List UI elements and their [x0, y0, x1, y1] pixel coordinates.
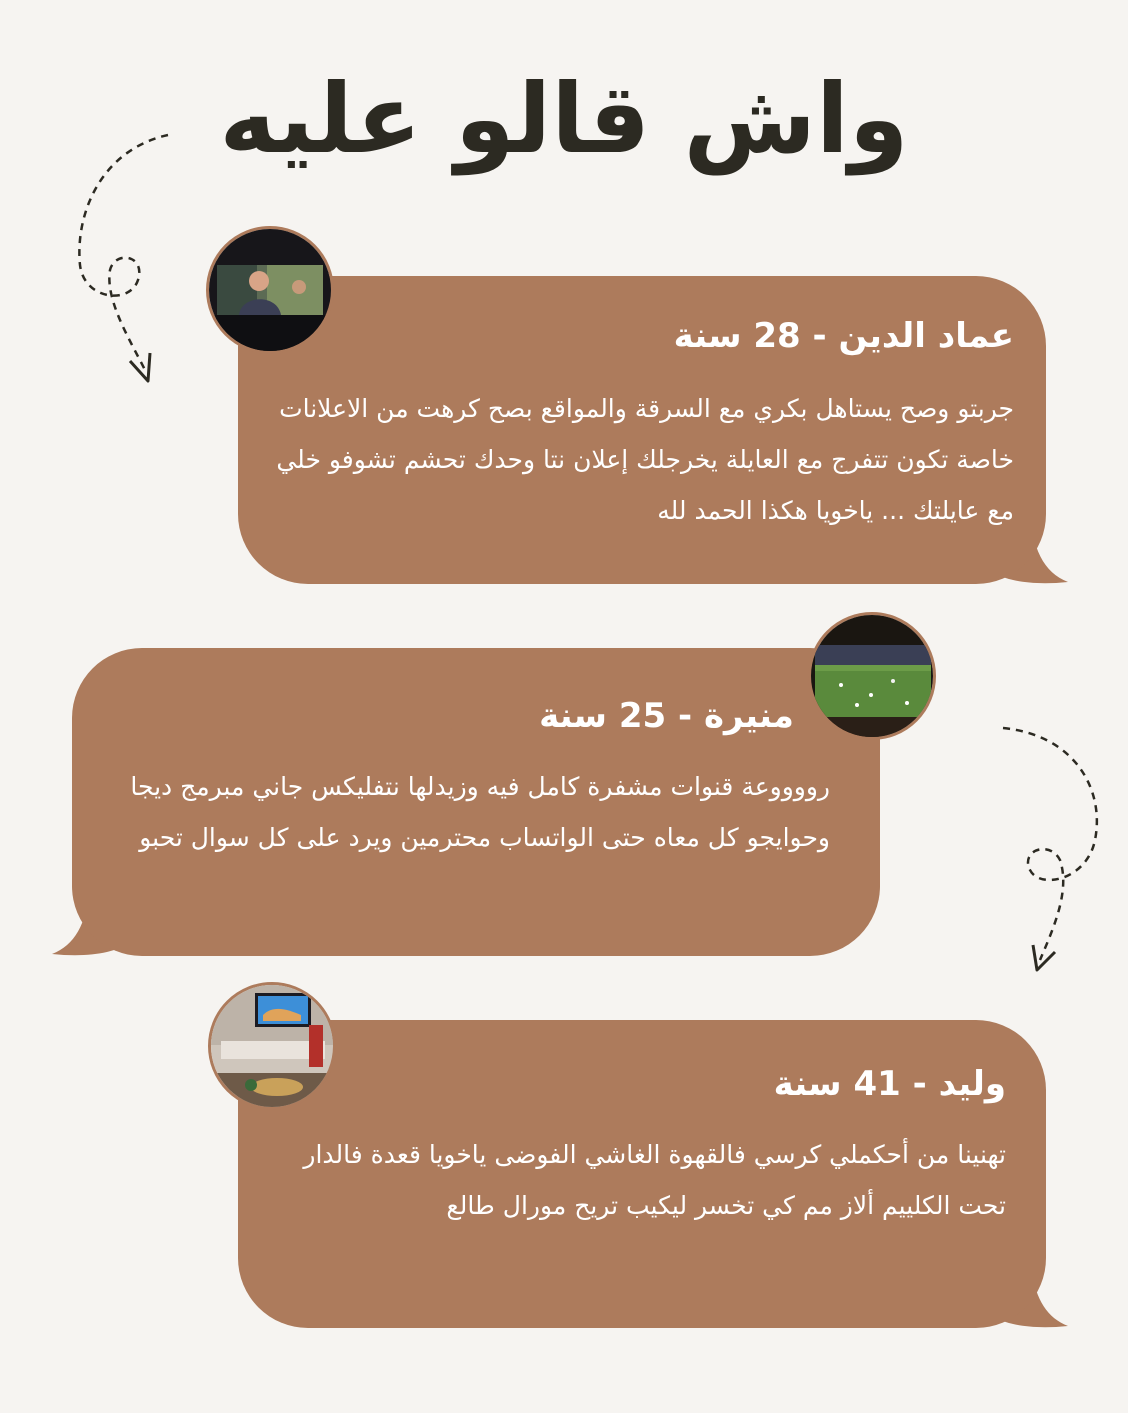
testimonial-avatar — [808, 612, 936, 740]
testimonial-text: تهنينا من أحكملي كرسي فالقهوة الغاشي الفوضى ياخويا قعدة فالدار تحت الكلييم ألاز مم كي تخسر ليكيب تريح مورال طالع — [303, 1139, 1006, 1220]
page-title: واش قالو عليه — [219, 63, 909, 175]
testimonial-text: جربتو وصح يستاهل بكري مع السرقة والمواقع بصح كرهت من الاعلانات خاصة تكون تتفرج مع العايلة يخرجلك إعلان نتا وحدك تحشم تشوفو خلي مع عايلتك ... ياخويا هكذا الحمد لله — [276, 393, 1014, 525]
testimonial-text: رووووعة قنوات مشفرة كامل فيه وزيدلها نتفليكس جاني مبرمج ديجا وحوايجو كل معاه حتى الواتساب محترمين ويرد على كل سوال تحبو — [130, 771, 830, 852]
football-match-photo-icon — [811, 615, 933, 737]
testimonial-name: وليد - 41 سنة — [773, 1064, 1006, 1104]
testimonial-name: عماد الدين - 28 سنة — [673, 316, 1014, 356]
testimonial-card-3 — [238, 1020, 1046, 1328]
testimonial-avatar — [206, 226, 334, 354]
testimonial-avatar — [208, 982, 336, 1110]
dashed-arrow-right-icon — [995, 720, 1110, 975]
testimonial-card-2 — [72, 648, 880, 956]
testimonial-name: منيرة - 25 سنة — [539, 696, 794, 736]
dashed-arrow-left-icon — [60, 125, 180, 390]
testimonial-card-1 — [238, 276, 1046, 584]
movie-screen-photo-icon — [209, 229, 331, 351]
living-room-tv-photo-icon — [211, 985, 333, 1107]
